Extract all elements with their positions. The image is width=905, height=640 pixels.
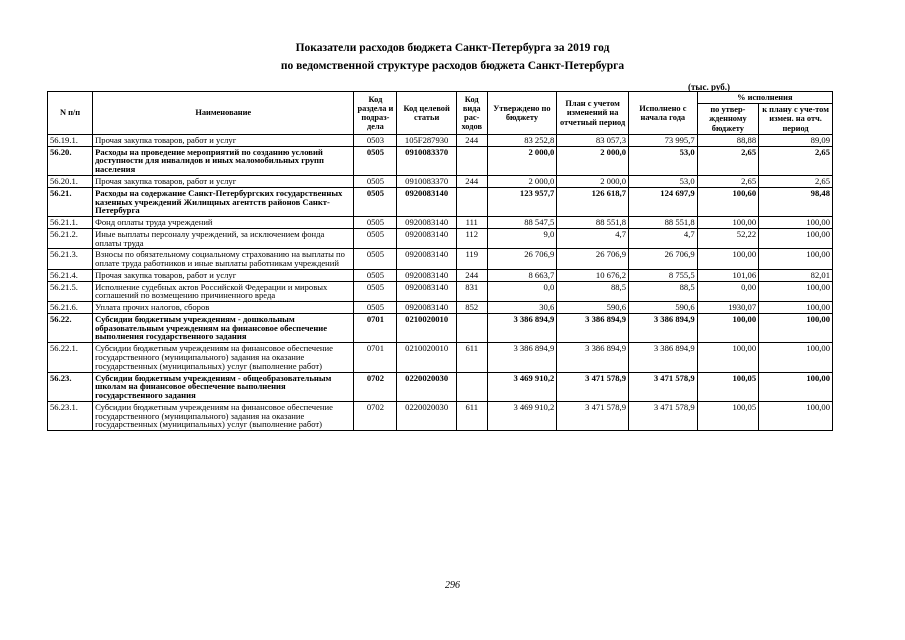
cell-num: 56.22. xyxy=(48,313,93,342)
header-isp: Исполнено с начала года xyxy=(629,92,698,135)
cell-pct-plan: 100,00 xyxy=(759,372,833,401)
cell-vid: 244 xyxy=(456,269,487,281)
cell-pct-plan: 100,00 xyxy=(759,249,833,270)
cell-pct-budget: 2,65 xyxy=(697,146,758,175)
cell-plan: 3 386 894,9 xyxy=(557,343,629,372)
cell-razdel: 0503 xyxy=(354,134,397,146)
unit-label: (тыс. руб.) xyxy=(688,82,730,92)
header-vid: Код вида рас-ходов xyxy=(456,92,487,135)
table-row xyxy=(48,401,833,430)
cell-vid: 244 xyxy=(456,176,487,188)
cell-pct-budget: 101,06 xyxy=(697,269,758,281)
cell-utv: 2 000,0 xyxy=(487,146,557,175)
cell-plan: 88 551,8 xyxy=(557,217,629,229)
table-row xyxy=(48,176,833,188)
cell-pct-budget: 100,05 xyxy=(697,372,758,401)
header-pct-budget: по утвер-жденному бюджету xyxy=(697,104,758,135)
cell-utv: 26 706,9 xyxy=(487,249,557,270)
cell-isp: 88 551,8 xyxy=(629,217,698,229)
cell-name: Уплата прочих налогов, сборов xyxy=(93,302,354,314)
cell-name: Исполнение судебных актов Российской Федерации и мировых соглашений по возмещению причиненного вреда xyxy=(93,281,354,302)
cell-statya: 105F287930 xyxy=(397,134,456,146)
cell-isp: 124 697,9 xyxy=(629,187,698,216)
cell-statya: 0920083140 xyxy=(397,302,456,314)
cell-vid: 112 xyxy=(456,228,487,249)
cell-pct-plan: 98,48 xyxy=(759,187,833,216)
cell-utv: 3 469 910,2 xyxy=(487,372,557,401)
cell-statya: 0220020030 xyxy=(397,372,456,401)
cell-plan: 88,5 xyxy=(557,281,629,302)
cell-num: 56.21.5. xyxy=(48,281,93,302)
cell-isp: 53,0 xyxy=(629,176,698,188)
cell-vid: 111 xyxy=(456,217,487,229)
cell-plan: 2 000,0 xyxy=(557,176,629,188)
cell-vid: 831 xyxy=(456,281,487,302)
budget-table xyxy=(47,91,833,431)
cell-utv: 9,0 xyxy=(487,228,557,249)
header-name: Наименование xyxy=(93,92,354,135)
cell-name: Фонд оплаты труда учреждений xyxy=(93,217,354,229)
cell-isp: 3 471 578,9 xyxy=(629,401,698,430)
cell-utv: 123 957,7 xyxy=(487,187,557,216)
cell-isp: 73 995,7 xyxy=(629,134,698,146)
cell-vid: 119 xyxy=(456,249,487,270)
cell-pct-budget: 100,05 xyxy=(697,401,758,430)
cell-name: Расходы на проведение мероприятий по созданию условий доступности для инвалидов и иных маломобильных групп населения xyxy=(93,146,354,175)
cell-num: 56.22.1. xyxy=(48,343,93,372)
cell-pct-plan: 100,00 xyxy=(759,217,833,229)
cell-plan: 3 386 894,9 xyxy=(557,313,629,342)
cell-statya: 0920083140 xyxy=(397,269,456,281)
cell-utv: 8 663,7 xyxy=(487,269,557,281)
cell-utv: 30,6 xyxy=(487,302,557,314)
cell-statya: 0220020030 xyxy=(397,401,456,430)
table-row xyxy=(48,343,833,372)
cell-pct-budget: 100,00 xyxy=(697,217,758,229)
table-row xyxy=(48,187,833,216)
cell-name: Субсидии бюджетным учреждениям на финансовое обеспечение государственного (муниципального) задания на оказание государственных (муниципальных) услуг (выполнение работ) xyxy=(93,343,354,372)
cell-isp: 3 386 894,9 xyxy=(629,343,698,372)
cell-utv: 3 469 910,2 xyxy=(487,401,557,430)
cell-pct-budget: 88,88 xyxy=(697,134,758,146)
cell-pct-budget: 0,00 xyxy=(697,281,758,302)
cell-name: Прочая закупка товаров, работ и услуг xyxy=(93,269,354,281)
cell-statya: 0920083140 xyxy=(397,228,456,249)
cell-utv: 2 000,0 xyxy=(487,176,557,188)
cell-razdel: 0702 xyxy=(354,401,397,430)
cell-name: Прочая закупка товаров, работ и услуг xyxy=(93,134,354,146)
cell-num: 56.21. xyxy=(48,187,93,216)
cell-isp: 53,0 xyxy=(629,146,698,175)
cell-statya: 0210020010 xyxy=(397,343,456,372)
cell-utv: 3 386 894,9 xyxy=(487,313,557,342)
cell-plan: 4,7 xyxy=(557,228,629,249)
cell-num: 56.23.1. xyxy=(48,401,93,430)
table-row xyxy=(48,372,833,401)
table-row xyxy=(48,217,833,229)
cell-num: 56.23. xyxy=(48,372,93,401)
cell-statya: 0910083370 xyxy=(397,176,456,188)
cell-razdel: 0505 xyxy=(354,187,397,216)
page-number: 296 xyxy=(445,580,460,591)
cell-razdel: 0505 xyxy=(354,249,397,270)
cell-pct-plan: 100,00 xyxy=(759,343,833,372)
cell-num: 56.21.4. xyxy=(48,269,93,281)
cell-plan: 83 057,3 xyxy=(557,134,629,146)
cell-pct-budget: 1930,07 xyxy=(697,302,758,314)
cell-vid xyxy=(456,372,487,401)
header-pct-group: % исполнения xyxy=(697,92,832,104)
cell-razdel: 0505 xyxy=(354,228,397,249)
cell-name: Расходы на содержание Санкт-Петербургских государственных казенных учреждений Жилищных агентств районов Санкт-Петербурга xyxy=(93,187,354,216)
cell-isp: 8 755,5 xyxy=(629,269,698,281)
cell-vid xyxy=(456,187,487,216)
cell-num: 56.21.3. xyxy=(48,249,93,270)
table-row xyxy=(48,134,833,146)
cell-isp: 4,7 xyxy=(629,228,698,249)
cell-razdel: 0701 xyxy=(354,313,397,342)
cell-pct-plan: 100,00 xyxy=(759,313,833,342)
cell-pct-plan: 89,09 xyxy=(759,134,833,146)
cell-pct-plan: 82,01 xyxy=(759,269,833,281)
cell-pct-plan: 100,00 xyxy=(759,228,833,249)
cell-razdel: 0701 xyxy=(354,343,397,372)
cell-plan: 3 471 578,9 xyxy=(557,372,629,401)
cell-num: 56.20.1. xyxy=(48,176,93,188)
table-body xyxy=(48,134,833,430)
cell-pct-budget: 100,00 xyxy=(697,343,758,372)
header-num: N п/п xyxy=(48,92,93,135)
cell-razdel: 0702 xyxy=(354,372,397,401)
cell-plan: 2 000,0 xyxy=(557,146,629,175)
cell-vid xyxy=(456,146,487,175)
cell-plan: 590,6 xyxy=(557,302,629,314)
cell-vid xyxy=(456,313,487,342)
cell-vid: 244 xyxy=(456,134,487,146)
cell-razdel: 0505 xyxy=(354,217,397,229)
cell-vid: 611 xyxy=(456,401,487,430)
table-row xyxy=(48,269,833,281)
cell-name: Субсидии бюджетным учреждениям - дошкольным образовательным учреждениям на финансовое обеспечение выполнения государственного задания xyxy=(93,313,354,342)
header-utv: Утверждено по бюджету xyxy=(487,92,557,135)
cell-utv: 3 386 894,9 xyxy=(487,343,557,372)
cell-name: Взносы по обязательному социальному страхованию на выплаты по оплате труда работников и иные выплаты работникам учреждений xyxy=(93,249,354,270)
header-pct-plan: к плану с уче-том измен. на отч. период xyxy=(759,104,833,135)
cell-pct-plan: 100,00 xyxy=(759,281,833,302)
cell-razdel: 0505 xyxy=(354,269,397,281)
cell-isp: 26 706,9 xyxy=(629,249,698,270)
cell-vid: 611 xyxy=(456,343,487,372)
cell-pct-budget: 52,22 xyxy=(697,228,758,249)
cell-isp: 3 386 894,9 xyxy=(629,313,698,342)
cell-vid: 852 xyxy=(456,302,487,314)
cell-plan: 10 676,2 xyxy=(557,269,629,281)
cell-plan: 3 471 578,9 xyxy=(557,401,629,430)
table-row xyxy=(48,313,833,342)
cell-name: Субсидии бюджетным учреждениям на финансовое обеспечение государственного (муниципального) задания на оказание государственных (муниципальных) услуг (выполнение работ) xyxy=(93,401,354,430)
header-statya: Код целевой статьи xyxy=(397,92,456,135)
cell-razdel: 0505 xyxy=(354,146,397,175)
cell-num: 56.21.2. xyxy=(48,228,93,249)
cell-utv: 0,0 xyxy=(487,281,557,302)
cell-statya: 0210020010 xyxy=(397,313,456,342)
page-title-line-1: Показатели расходов бюджета Санкт-Петербурга за 2019 год xyxy=(295,42,610,54)
cell-pct-plan: 2,65 xyxy=(759,146,833,175)
cell-statya: 0920083140 xyxy=(397,187,456,216)
cell-isp: 88,5 xyxy=(629,281,698,302)
cell-razdel: 0505 xyxy=(354,302,397,314)
cell-utv: 83 252,8 xyxy=(487,134,557,146)
cell-num: 56.20. xyxy=(48,146,93,175)
cell-num: 56.21.1. xyxy=(48,217,93,229)
cell-pct-budget: 100,00 xyxy=(697,313,758,342)
cell-name: Иные выплаты персоналу учреждений, за исключением фонда оплаты труда xyxy=(93,228,354,249)
cell-name: Субсидии бюджетным учреждениям - общеобразовательным школам на финансовое обеспечение выполнения государственного задания xyxy=(93,372,354,401)
header-razdel: Код раздела и подраз-дела xyxy=(354,92,397,135)
cell-statya: 0920083140 xyxy=(397,281,456,302)
table-row xyxy=(48,281,833,302)
cell-plan: 26 706,9 xyxy=(557,249,629,270)
cell-pct-budget: 100,00 xyxy=(697,249,758,270)
page-title-line-2: по ведомственной структуре расходов бюджета Санкт-Петербурга xyxy=(280,60,625,72)
cell-statya: 0910083370 xyxy=(397,146,456,175)
cell-pct-budget: 100,60 xyxy=(697,187,758,216)
cell-plan: 126 618,7 xyxy=(557,187,629,216)
table-row xyxy=(48,146,833,175)
cell-isp: 3 471 578,9 xyxy=(629,372,698,401)
cell-isp: 590,6 xyxy=(629,302,698,314)
cell-statya: 0920083140 xyxy=(397,217,456,229)
table-row xyxy=(48,302,833,314)
cell-num: 56.19.1. xyxy=(48,134,93,146)
cell-num: 56.21.6. xyxy=(48,302,93,314)
cell-pct-budget: 2,65 xyxy=(697,176,758,188)
table-row xyxy=(48,249,833,270)
cell-razdel: 0505 xyxy=(354,281,397,302)
cell-name: Прочая закупка товаров, работ и услуг xyxy=(93,176,354,188)
cell-pct-plan: 2,65 xyxy=(759,176,833,188)
cell-statya: 0920083140 xyxy=(397,249,456,270)
table-row xyxy=(48,228,833,249)
cell-razdel: 0505 xyxy=(354,176,397,188)
cell-utv: 88 547,5 xyxy=(487,217,557,229)
cell-pct-plan: 100,00 xyxy=(759,302,833,314)
header-plan: План с учетом изменений на отчетный период xyxy=(557,92,629,135)
cell-pct-plan: 100,00 xyxy=(759,401,833,430)
